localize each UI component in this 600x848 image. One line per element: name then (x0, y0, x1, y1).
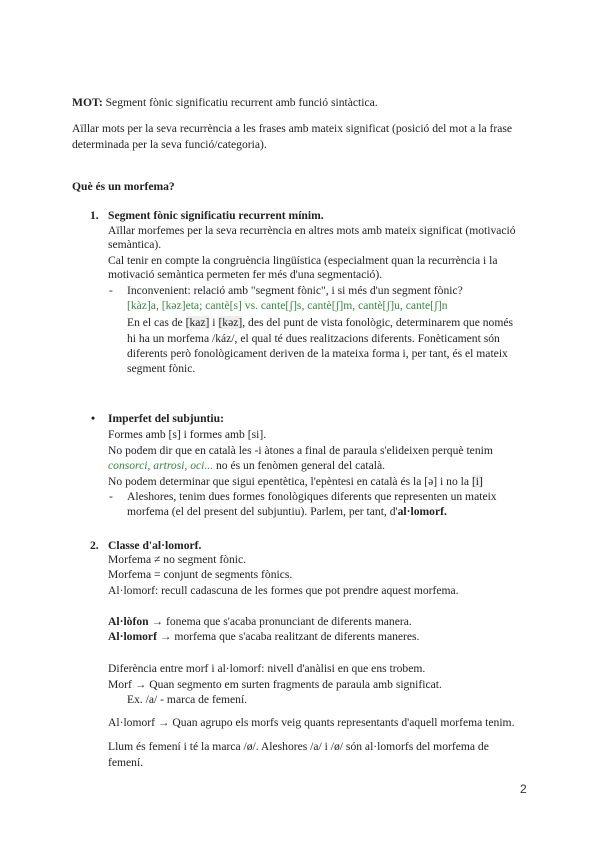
imperf-line-2: No podem dir que en català les -i àtones a final de paraula s'elideixen perquè tenim (108, 444, 493, 457)
alomorf-label: Al·lomorf (108, 630, 157, 643)
alofon-definition (108, 615, 412, 629)
imperf-line-6-text: morfema (el del present del subjuntiu). Parlem, per tant, d' (127, 505, 398, 518)
mot-definition-text: Segment fònic significatiu recurrent amb funció sintàctica. (105, 96, 378, 109)
case-text-c: , des del punt de vista fonològic, determinarem que només (242, 316, 514, 329)
example-line: Ex. /a/ - marca de femení. (127, 693, 248, 706)
case-text-b: i (209, 316, 219, 329)
imperf-examples: consorci, artrosi, oci... (108, 459, 214, 472)
mot-definition (72, 96, 378, 110)
mot-label: MOT: (72, 96, 103, 109)
case-line-1 (127, 316, 513, 330)
imperf-line-3 (108, 459, 385, 473)
section-2-number: 2. (90, 539, 99, 552)
section-1-number: 1. (90, 209, 99, 222)
imperf-line-4 (108, 475, 483, 489)
case-line-4: segment fònic. (127, 362, 196, 375)
kaz-transcription: [kaz] (185, 316, 210, 329)
s1-para1-line-1: Aïllar morfemes per la seva recurrència en altres mots amb mateix significat (motivació (108, 224, 516, 237)
imperf-line-6 (127, 505, 447, 519)
inconvenient-dash: - (109, 284, 113, 297)
difference-line: Diferència entre morf i al·lomorf: nivell d'anàlisi en que ens trobem. (108, 662, 426, 675)
llum-line-2: femení. (108, 756, 144, 769)
section-1-title: Segment fònic significatiu recurrent mínim. (108, 209, 324, 222)
page-number: 2 (520, 782, 527, 796)
imperf-title: Imperfet del subjuntiu: (108, 412, 224, 425)
llum-line-1: Llum és femení i té la marca /ø/. Aleshores /a/ i /ø/ són al·lomorfs del morfema de (108, 740, 489, 753)
alomorf-term: al·lomorf. (397, 505, 447, 518)
imperf-line-4-text: No podem determinar que sigui epentètica, l'epèntesi en català és la [ə] i no la (108, 475, 472, 488)
imperf-line-5: Aleshores, tenim dues formes fonològiques diferents que representen un mateix (127, 490, 497, 503)
alomorf-definition (108, 630, 419, 644)
imperf-dash: - (109, 490, 113, 503)
morfema-heading: Què és un morfema? (72, 180, 175, 193)
morf-definition: Morf → Quan segmento em surten fragments de paraula amb significat. (108, 678, 442, 691)
phonetic-examples: [kàz]a, [kəz]eta; cantè[s] vs. cante[ʃ]s, cantè[ʃ]m, cantè[ʃ]u, cante[ʃ]n (127, 299, 448, 312)
s2-line-3: Al·lomorf: recull cadascuna de les formes que pot prendre aquest morfema. (108, 584, 459, 597)
case-text-a: En el cas de (127, 316, 186, 329)
s2-line-1: Morfema ≠ no segment fònic. (108, 553, 247, 566)
s1-para2-line-2: motivació semàntica permeten fer més d'una segmentació). (108, 268, 383, 281)
s1-para2-line-1: Cal tenir en compte la congruència lingüística (especialment quan la recurrència i la (108, 254, 498, 267)
section-2-title: Classe d'al·lomorf. (108, 539, 202, 552)
alomorf-grouping-line: Al·lomorf → Quan agrupo els morfs veig quants representants d'aquell morfema tenim. (108, 716, 515, 729)
mot-paragraph-line-2: determinada per la seva funció/categoria). (72, 138, 267, 151)
inconvenient-text: Inconvenient: relació amb "segment fònic", i si més d'un segment fònic? (127, 284, 463, 297)
alofon-label: Al·lòfon (108, 615, 149, 628)
s1-para1-line-2: semàntica). (108, 238, 162, 251)
i-transcription: [i] (471, 475, 483, 488)
imperf-bullet: • (91, 412, 96, 425)
alomorf-text: → morfema que s'acaba realitzant de diferents maneres. (156, 630, 420, 643)
mot-paragraph-line-1: Aïllar mots per la seva recurrència a les frases amb mateix significat (posició del mot a la frase (72, 122, 513, 135)
imperf-line-3-rest: no és un fenòmen general del català. (213, 459, 385, 472)
imperf-line-1: Formes amb [s] i formes amb [si]. (108, 428, 267, 441)
kez-transcription: [kəz] (218, 316, 243, 329)
case-line-2: hi ha un morfema /káz/, el qual té dues realitzacions diferents. Fonèticament són (127, 332, 500, 345)
case-line-3: diferents però fonològicament deriven de la mateixa forma i, per tant, és el mateix (127, 347, 508, 360)
s2-line-2: Morfema = conjunt de segments fònics. (108, 568, 293, 581)
alofon-text: → fonema que s'acaba pronunciant de diferents manera. (148, 615, 412, 628)
